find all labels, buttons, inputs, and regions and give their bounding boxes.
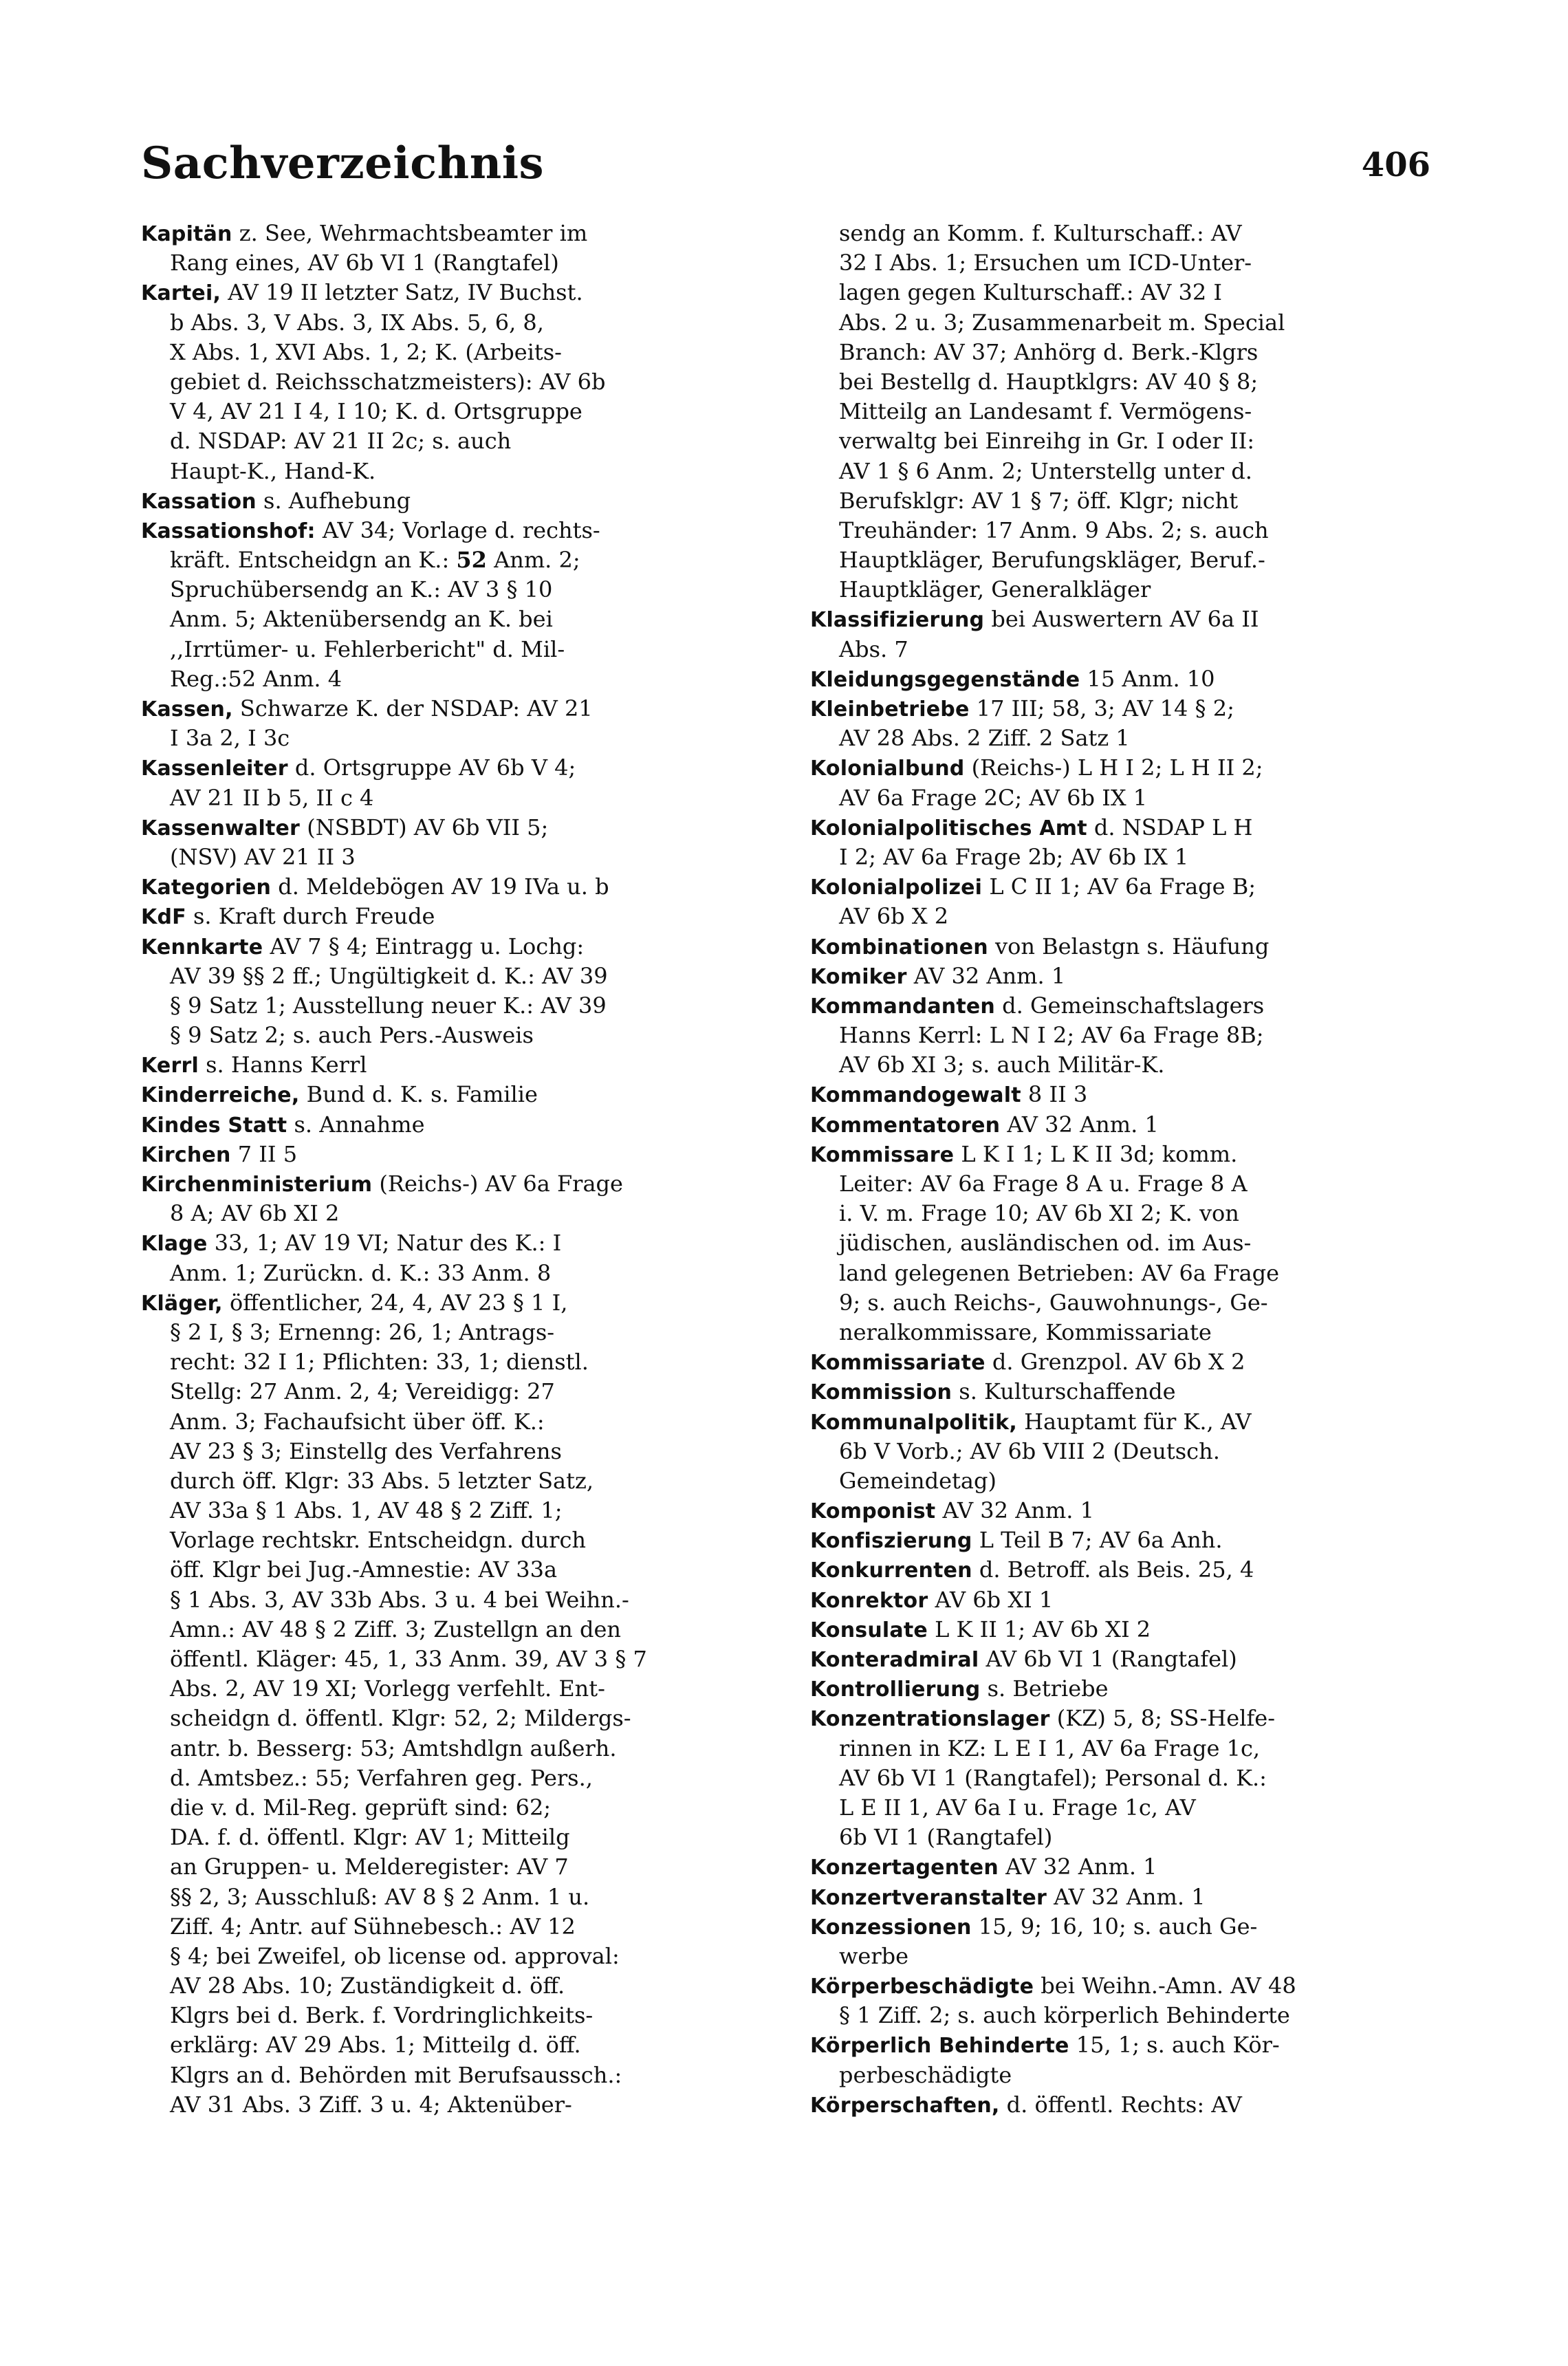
entry-continuation: Abs. 7 — [839, 636, 908, 662]
entry-continuation: verwaltg bei Einreihg in Gr. I oder II: — [839, 428, 1255, 455]
entry-continuation: i. V. m. Frage 10; AV 6b XI 2; K. von — [839, 1200, 1239, 1227]
entry-text: AV 32 Anm. 1 — [998, 1854, 1157, 1880]
entry-headword: Kapitän — [141, 222, 232, 246]
entry-text: AV 6b XI 1 — [928, 1586, 1054, 1613]
entry-text: (KZ) 5, 8; SS-Helfe- — [1049, 1705, 1276, 1732]
entry-continuation: AV 6b X 2 — [839, 903, 949, 930]
entry-continuation: Ziff. 4; Antr. auf Sühnebesch.: AV 12 — [170, 1913, 576, 1940]
entry-continuation: durch öff. Klgr: 33 Abs. 5 letzter Satz, — [170, 1467, 594, 1494]
entry-continuation: § 9 Satz 2; s. auch Pers.-Ausweis — [170, 1022, 534, 1049]
index-entry — [141, 1288, 763, 1318]
index-entry — [810, 1555, 1433, 1585]
entry-continuation: 8 A; AV 6b XI 2 — [170, 1200, 340, 1227]
index-entry — [141, 1169, 763, 1199]
entry-continuation: Stellg: 27 Anm. 2, 4; Vereidigg: 27 — [170, 1378, 555, 1405]
index-entry — [810, 813, 1433, 843]
entry-headword: Konsulate — [810, 1618, 928, 1642]
entry-text: d. Betroff. als Beis. 25, 4 — [972, 1556, 1254, 1583]
entry-continuation: § 1 Ziff. 2; s. auch körperlich Behinderte — [839, 2002, 1290, 2029]
entry-headword: Klassifizierung — [810, 608, 985, 633]
entry-headword: Kassenwalter — [141, 816, 301, 840]
entry-continuation: d. Amtsbez.: 55; Verfahren geg. Pers., — [170, 1764, 593, 1791]
page-header — [141, 138, 1430, 206]
entry-headword: Kontrollierung — [810, 1678, 981, 1702]
index-entry — [141, 1050, 763, 1080]
index-entry — [810, 1407, 1433, 1437]
entry-continuation: scheidgn d. öffentl. Klgr: 52, 2; Mildergs- — [170, 1705, 631, 1732]
index-entry — [810, 962, 1433, 991]
entry-continuation: (NSV) AV 21 II 3 — [170, 843, 356, 870]
entry-continuation: Berufsklgr: AV 1 § 7; öff. Klgr; nicht — [839, 487, 1239, 514]
index-entry — [810, 694, 1433, 724]
entry-text: d. Grenzpol. AV 6b X 2 — [985, 1349, 1245, 1376]
entry-text: 15, 9; 16, 10; s. auch Ge- — [971, 1913, 1258, 1940]
entry-text: L C II 1; AV 6a Frage B; — [982, 873, 1256, 900]
entry-text: s. Annahme — [287, 1111, 425, 1138]
entry-text: (Reichs-) AV 6a Frage — [372, 1171, 623, 1197]
entry-headword: Kleinbetriebe — [810, 697, 970, 721]
entry-headword: Konzertveranstalter — [810, 1885, 1047, 1910]
entry-continuation: AV 28 Abs. 2 Ziff. 2 Satz 1 — [839, 725, 1130, 752]
entry-headword: Konzessionen — [810, 1915, 972, 1940]
entry-continuation — [141, 545, 763, 575]
entry-headword: Konkurrenten — [810, 1559, 972, 1583]
entry-headword: KdF — [141, 905, 186, 930]
left-column — [141, 219, 763, 2296]
index-entry — [141, 694, 763, 724]
index-entry — [141, 1228, 763, 1258]
entry-continuation: Reg.:52 Anm. 4 — [170, 665, 342, 692]
entry-continuation: die v. d. Mil-Reg. geprüft sind: 62; — [170, 1794, 552, 1821]
entry-continuation: rinnen in KZ: L E I 1, AV 6a Frage 1c, — [839, 1735, 1261, 1761]
entry-continuation: Anm. 1; Zurückn. d. K.: 33 Anm. 8 — [170, 1259, 552, 1286]
index-entry — [810, 664, 1433, 694]
entry-text: 8 II 3 — [1021, 1081, 1088, 1108]
entry-text: d. Gemeinschaftslagers — [994, 992, 1265, 1019]
page-number: 406 — [1361, 146, 1430, 184]
entry-text: d. NSDAP L H — [1087, 814, 1253, 840]
entry-headword: Kartei, — [141, 281, 221, 306]
entry-continuation: recht: 32 I 1; Pflichten: 33, 1; dienstl. — [170, 1349, 589, 1376]
index-entry — [810, 1080, 1433, 1109]
index-entry — [141, 516, 763, 545]
entry-continuation: 9; s. auch Reichs-, Gauwohnungs-, Ge- — [839, 1289, 1268, 1316]
entry-continuation: Branch: AV 37; Anhörg d. Berk.-Klgrs — [839, 338, 1259, 365]
entry-continuation: Hauptkläger, Berufungskläger, Beruf.- — [839, 547, 1265, 574]
entry-headword: Kirchen — [141, 1142, 231, 1167]
entry-headword: Kinderreiche, — [141, 1083, 300, 1108]
entry-headword: Konrektor — [810, 1588, 928, 1613]
entry-headword: Konteradmiral — [810, 1648, 979, 1672]
entry-continuation: sendg an Komm. f. Kulturschaff.: AV — [839, 220, 1242, 246]
index-entry — [810, 2030, 1433, 2060]
entry-continuation: § 9 Satz 1; Ausstellung neuer K.: AV 39 — [170, 992, 607, 1019]
entry-text: d. Meldebögen AV 19 IVa u. b — [271, 873, 609, 900]
entry-headword: Kassation — [141, 489, 257, 514]
index-entry — [141, 219, 763, 248]
entry-continuation: I 3a 2, I 3c — [170, 725, 290, 752]
entry-headword: Körperschaften, — [810, 2093, 1000, 2118]
entry-text: 33, 1; AV 19 VI; Natur des K.: I — [207, 1230, 562, 1257]
entry-text: von Belastgn s. Häufung — [988, 933, 1270, 959]
entry-headword: Kommunalpolitik, — [810, 1410, 1017, 1435]
entry-text: s. Hanns Kerrl — [198, 1052, 367, 1078]
entry-continuation: AV 28 Abs. 10; Zuständigkeit d. öff. — [170, 1973, 565, 1999]
entry-continuation: Haupt-K., Hand-K. — [170, 457, 376, 484]
entry-headword: Kolonialpolitisches Amt — [810, 816, 1087, 840]
entry-continuation: Leiter: AV 6a Frage 8 A u. Frage 8 A — [839, 1171, 1248, 1197]
index-entry — [141, 1110, 763, 1140]
entry-headword: Kläger, — [141, 1291, 223, 1316]
entry-headword: Kategorien — [141, 876, 272, 900]
entry-text: AV 32 Anm. 1 — [1046, 1883, 1206, 1910]
entry-text: L Teil B 7; AV 6a Anh. — [972, 1527, 1223, 1554]
entry-text-bold: 52 — [456, 547, 487, 574]
entry-continuation: antr. b. Besserg: 53; Amtshdlgn außerh. — [170, 1735, 617, 1761]
index-entry — [810, 1852, 1433, 1882]
index-entry — [810, 1110, 1433, 1140]
entry-continuation: DA. f. d. öffentl. Klgr: AV 1; Mitteilg — [170, 1824, 570, 1851]
entry-continuation: I 2; AV 6a Frage 2b; AV 6b IX 1 — [839, 843, 1189, 870]
entry-text: s. Kraft durch Freude — [186, 903, 435, 930]
index-entry — [810, 753, 1433, 783]
entry-continuation: Treuhänder: 17 Anm. 9 Abs. 2; s. auch — [839, 517, 1269, 543]
entry-continuation: werbe — [839, 1942, 909, 1969]
entry-continuation: Anm. 5; Aktenübersendg an K. bei — [170, 606, 553, 633]
entry-continuation: 6b V Vorb.; AV 6b VIII 2 (Deutsch. — [839, 1437, 1220, 1464]
entry-continuation: Vorlage rechtskr. Entscheidgn. durch — [170, 1527, 586, 1554]
entry-text: AV 32 Anm. 1 — [906, 962, 1066, 989]
entry-text: s. Aufhebung — [256, 487, 411, 514]
entry-headword: Komponist — [810, 1499, 936, 1524]
index-entry — [810, 872, 1433, 902]
entry-continuation: d. NSDAP: AV 21 II 2c; s. auch — [170, 428, 512, 455]
entry-continuation: Rang eines, AV 6b VI 1 (Rangtafel) — [170, 250, 559, 276]
entry-continuation: Mitteilg an Landesamt f. Vermögens- — [839, 398, 1252, 425]
entry-continuation: Spruchübersendg an K.: AV 3 § 10 — [170, 576, 553, 603]
entry-continuation: Klgrs an d. Behörden mit Berufsaussch.: — [170, 2061, 622, 2088]
index-entry — [141, 278, 763, 307]
index-entry — [810, 1377, 1433, 1407]
entry-text: 7 II 5 — [230, 1140, 298, 1167]
index-entry — [810, 605, 1433, 634]
index-entry — [810, 1882, 1433, 1912]
entry-text: L K I 1; L K II 3d; komm. — [954, 1140, 1238, 1167]
entry-headword: Kerrl — [141, 1054, 199, 1078]
entry-text: 15 Anm. 10 — [1080, 665, 1215, 692]
index-entry — [810, 1526, 1433, 1555]
entry-headword: Kassationshof: — [141, 519, 316, 543]
index-entry — [810, 1585, 1433, 1615]
entry-continuation: bei Bestellg d. Hauptklgrs: AV 40 § 8; — [839, 368, 1259, 395]
entry-text: Hauptamt für K., AV — [1016, 1408, 1252, 1435]
entry-headword: Kleidungsgegenstände — [810, 667, 1080, 692]
entry-continuation: §§ 2, 3; Ausschluß: AV 8 § 2 Anm. 1 u. — [170, 1883, 590, 1910]
entry-headword: Kommission — [810, 1380, 952, 1405]
entry-continuation: L E II 1, AV 6a I u. Frage 1c, AV — [839, 1794, 1196, 1821]
entry-headword: Kennkarte — [141, 935, 263, 959]
entry-headword: Kombinationen — [810, 935, 988, 959]
right-column — [810, 219, 1433, 2296]
entry-continuation: jüdischen, ausländischen od. im Aus- — [839, 1230, 1252, 1257]
entry-continuation: AV 23 § 3; Einstellg des Verfahrens — [170, 1437, 562, 1464]
index-entry — [810, 1674, 1433, 1704]
entry-continuation: erklärg: AV 29 Abs. 1; Mitteilg d. öff. — [170, 2032, 581, 2059]
entry-text: AV 32 Anm. 1 — [935, 1497, 1094, 1524]
entry-continuation: AV 1 § 6 Anm. 2; Unterstellg unter d. — [839, 457, 1252, 484]
entry-text: 17 III; 58, 3; AV 14 § 2; — [969, 695, 1234, 721]
entry-headword: Kolonialpolizei — [810, 876, 983, 900]
entry-continuation: Klgrs bei d. Berk. f. Vordringlichkeits- — [170, 2002, 594, 2029]
entry-continuation: öff. Klgr bei Jug.-Amnestie: AV 33a — [170, 1556, 558, 1583]
entry-text: d. öffentl. Rechts: AV — [999, 2091, 1242, 2118]
entry-headword: Kommandanten — [810, 994, 995, 1019]
entry-continuation: X Abs. 1, XVI Abs. 1, 2; K. (Arbeits- — [170, 338, 562, 365]
entry-continuation: 32 I Abs. 1; Ersuchen um ICD-Unter- — [839, 250, 1252, 276]
entry-headword: Kommissariate — [810, 1351, 986, 1376]
entry-text: z. See, Wehrmachtsbeamter im — [232, 220, 588, 246]
entry-headword: Kommandogewalt — [810, 1083, 1021, 1108]
entry-continuation: AV 6b VI 1 (Rangtafel); Personal d. K.: — [839, 1764, 1267, 1791]
entry-headword: Konzentrationslager — [810, 1707, 1050, 1732]
entry-continuation: an Gruppen- u. Melderegister: AV 7 — [170, 1854, 569, 1880]
entry-headword: Kindes Statt — [141, 1113, 287, 1138]
index-entry — [141, 872, 763, 902]
entry-continuation: perbeschädigte — [839, 2061, 1012, 2088]
entry-continuation: Gemeindetag) — [839, 1467, 997, 1494]
entry-continuation: land gelegenen Betrieben: AV 6a Frage — [839, 1259, 1280, 1286]
entry-text: AV 6b VI 1 (Rangtafel) — [979, 1646, 1237, 1672]
entry-headword: Kassen, — [141, 697, 233, 721]
entry-continuation: AV 33a § 1 Abs. 1, AV 48 § 2 Ziff. 1; — [170, 1497, 563, 1524]
index-entry — [810, 1645, 1433, 1674]
entry-text: öffentlicher, 24, 4, AV 23 § 1 I, — [222, 1289, 568, 1316]
index-entry — [141, 813, 763, 843]
index-entry — [810, 1971, 1433, 2001]
entry-headword: Kolonialbund — [810, 757, 965, 781]
entry-text: s. Kulturschaffende — [952, 1378, 1176, 1405]
entry-text: AV 7 § 4; Eintragg u. Lochg: — [263, 933, 585, 959]
entry-continuation: AV 31 Abs. 3 Ziff. 3 u. 4; Aktenüber- — [170, 2091, 572, 2118]
index-entry — [810, 932, 1433, 962]
entry-text: d. Ortsgruppe AV 6b V 4; — [287, 755, 576, 781]
entry-text: AV 19 II letzter Satz, IV Buchst. — [221, 279, 583, 306]
entry-continuation: Anm. 3; Fachaufsicht über öff. K.: — [170, 1408, 545, 1435]
entry-continuation: AV 21 II b 5, II c 4 — [170, 784, 374, 811]
index-entry — [141, 932, 763, 962]
entry-continuation: § 4; bei Zweifel, ob license od. approval: — [170, 1942, 620, 1969]
entry-headword: Kommentatoren — [810, 1113, 1001, 1138]
entry-text: s. Betriebe — [980, 1675, 1109, 1702]
index-entry — [810, 2090, 1433, 2120]
entry-text: (Reichs-) L H I 2; L H II 2; — [964, 755, 1263, 781]
entry-text: AV 32 Anm. 1 — [1000, 1111, 1159, 1138]
entry-continuation: V 4, AV 21 I 4, I 10; K. d. Ortsgruppe — [170, 398, 582, 425]
entry-headword: Kirchenministerium — [141, 1173, 373, 1197]
index-entry — [810, 991, 1433, 1021]
index-entry — [810, 1347, 1433, 1377]
entry-continuation: Amn.: AV 48 § 2 Ziff. 3; Zustellgn an den — [170, 1616, 621, 1642]
entry-continuation: AV 6a Frage 2C; AV 6b IX 1 — [839, 784, 1148, 811]
index-entry — [141, 1140, 763, 1169]
entry-text: AV 34; Vorlage d. rechts- — [315, 517, 600, 543]
entry-continuation: AV 6b XI 3; s. auch Militär-K. — [839, 1052, 1165, 1078]
entry-continuation: ,,Irrtümer- u. Fehlerbericht" d. Mil- — [170, 636, 565, 662]
entry-continuation: Hauptkläger, Generalkläger — [839, 576, 1151, 603]
entry-text: 15, 1; s. auch Kör- — [1069, 2032, 1280, 2059]
entry-headword: Körperlich Behinderte — [810, 2034, 1069, 2059]
entry-text: Anm. 2; — [486, 547, 580, 574]
entry-text: bei Weihn.-Amn. AV 48 — [1034, 1973, 1296, 1999]
entry-text: bei Auswertern AV 6a II — [984, 606, 1259, 633]
index-entry — [810, 1615, 1433, 1645]
entry-text: Bund d. K. s. Familie — [299, 1081, 538, 1108]
entry-continuation: AV 39 §§ 2 ff.; Ungültigkeit d. K.: AV 39 — [170, 962, 608, 989]
entry-headword: Komiker — [810, 964, 907, 989]
entry-headword: Körperbeschädigte — [810, 1975, 1034, 1999]
page-title: Sachverzeichnis — [141, 138, 545, 189]
entry-continuation: Abs. 2, AV 19 XI; Vorlegg verfehlt. Ent- — [170, 1675, 605, 1702]
index-entry — [141, 486, 763, 516]
entry-continuation: b Abs. 3, V Abs. 3, IX Abs. 5, 6, 8, — [170, 309, 544, 336]
index-entry — [141, 753, 763, 783]
entry-text: (NSBDT) AV 6b VII 5; — [300, 814, 549, 840]
index-entry — [810, 1704, 1433, 1733]
entry-continuation: öffentl. Kläger: 45, 1, 33 Anm. 39, AV 3 § 7 — [170, 1646, 647, 1672]
entry-continuation: § 1 Abs. 3, AV 33b Abs. 3 u. 4 bei Weihn.- — [170, 1586, 629, 1613]
index-entry — [810, 1140, 1433, 1169]
entry-headword: Konfiszierung — [810, 1529, 972, 1554]
entry-continuation: 6b VI 1 (Rangtafel) — [839, 1824, 1053, 1851]
entry-headword: Kommissare — [810, 1142, 955, 1167]
entry-text: kräft. Entscheidgn an K.: — [170, 547, 457, 574]
index-entry — [810, 1912, 1433, 1942]
entry-headword: Kassenleiter — [141, 757, 288, 781]
entry-continuation: § 2 I, § 3; Ernenng: 26, 1; Antrags- — [170, 1318, 555, 1345]
entry-continuation: neralkommissare, Kommissariate — [839, 1318, 1212, 1345]
index-entry — [810, 1496, 1433, 1526]
index-entry — [141, 902, 763, 931]
entry-continuation: Abs. 2 u. 3; Zusammenarbeit m. Special — [839, 309, 1285, 336]
entry-headword: Klage — [141, 1232, 208, 1257]
entry-text: L K II 1; AV 6b XI 2 — [927, 1616, 1151, 1642]
entry-headword: Konzertagenten — [810, 1856, 999, 1880]
entry-continuation: Hanns Kerrl: L N I 2; AV 6a Frage 8B; — [839, 1022, 1264, 1049]
entry-continuation: gebiet d. Reichsschatzmeisters): AV 6b — [170, 368, 606, 395]
entry-continuation: lagen gegen Kulturschaff.: AV 32 I — [839, 279, 1223, 306]
entry-text: Schwarze K. der NSDAP: AV 21 — [232, 695, 593, 721]
index-entry — [141, 1080, 763, 1109]
